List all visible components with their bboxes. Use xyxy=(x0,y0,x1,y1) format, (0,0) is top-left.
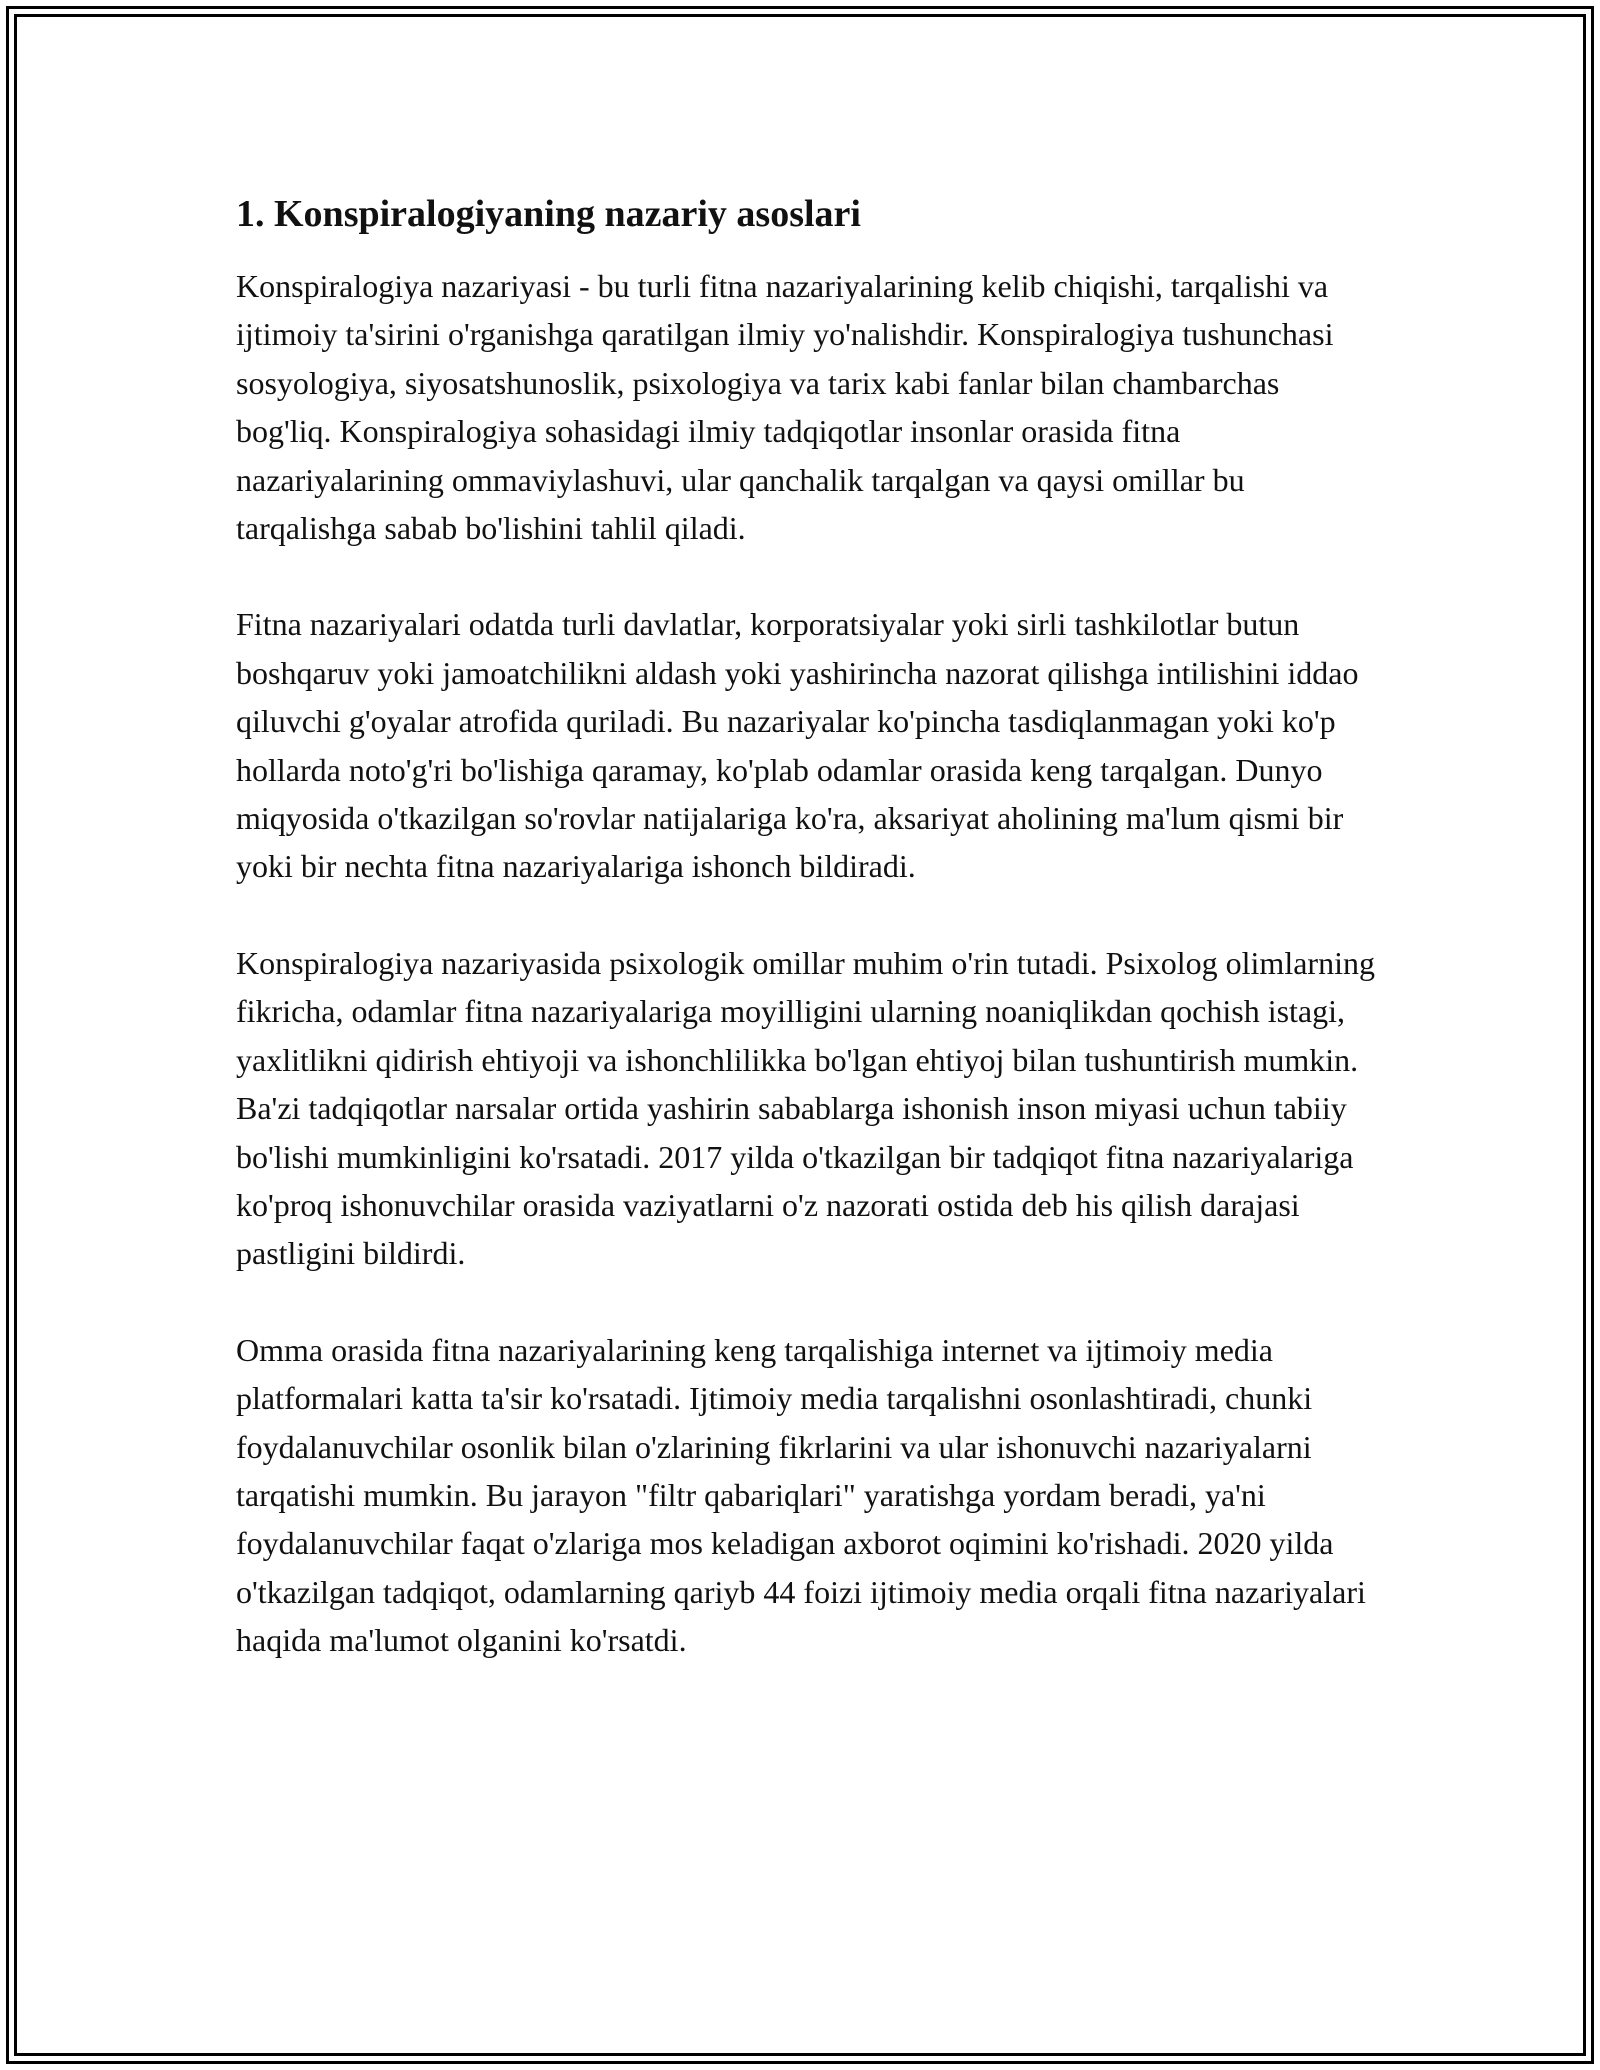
paragraph-1: Konspiralogiya nazariyasi - bu turli fitna nazariyalarining kelib chiqishi, tarqalishi va ijtimoiy ta'sirini o'rganishga qaratilgan ilmiy yo'nalishdir. Konspiralogiya tushunchasi sosyologiya, siyosatshunoslik, psixologiya va tarix kabi fanlar bilan chambarchas bog'liq. Konspiralogiya sohasidagi ilmiy tadqiqotlar insonlar orasida fitna nazariyalarining ommaviylashuvi, ular qanchalik tarqalgan va qaysi omillar bu tarqalishga sabab bo'lishini tahlil qiladi. xyxy=(236,268,1334,547)
document-body xyxy=(236,186,1376,1713)
paragraph-2: Fitna nazariyalari odatda turli davlatlar, korporatsiyalar yoki sirli tashkilotlar butun boshqaruv yoki jamoatchilikni aldash yoki yashirincha nazorat qilishga intilishini iddao qiluvchi g'oyalar atrofida quriladi. Bu nazariyalar ko'pincha tasdiqlanmagan yoki ko'p hollarda noto'g'ri bo'lishiga qaramay, ko'plab odamlar orasida keng tarqalgan. Dunyo miqyosida o'tkazilgan so'rovlar natijalariga ko'ra, aksariyat aholining ma'lum qismi bir yoki bir nechta fitna nazariyalariga ishonch bildiradi. xyxy=(236,606,1359,885)
paragraph-4: Omma orasida fitna nazariyalarining keng tarqalishiga internet va ijtimoiy media platformalari katta ta'sir ko'rsatadi. Ijtimoiy media tarqalishni osonlashtiradi, chunki foydalanuvchilar osonlik bilan o'zlarining fikrlarini va ular ishonuvchi nazariyalarni tarqatishi mumkin. Bu jarayon "filtr qabariqlari" yaratishga yordam beradi, ya'ni foydalanuvchilar faqat o'zlariga mos keladigan axborot oqimini ko'rishadi. 2020 yilda o'tkazilgan tadqiqot, odamlarning qariyb 44 foizi ijtimoiy media orqali fitna nazariyalari haqida ma'lumot olganini ko'rsatdi. xyxy=(236,1331,1366,1659)
paragraph-3: Konspiralogiya nazariyasida psixologik omillar muhim o'rin tutadi. Psixolog olimlarning fikricha, odamlar fitna nazariyalariga moyilligini ularning noaniqlikdan qochish istagi, yaxlitlikni qidirish ehtiyoji va ishonchlilikka bo'lgan ehtiyoj bilan tushuntirish mumkin. Ba'zi tadqiqotlar narsalar ortida yashirin sabablarga ishonish inson miyasi uchun tabiiy bo'lishi mumkinligini ko'rsatadi. 2017 yilda o'tkazilgan bir tadqiqot fitna nazariyalariga ko'proq ishonuvchilar orasida vaziyatlarni o'z nazorati ostida deb his qilish darajasi pastligini bildirdi. xyxy=(236,944,1375,1272)
section-heading: 1. Konspiralogiyaning nazariy asoslari xyxy=(236,193,861,235)
